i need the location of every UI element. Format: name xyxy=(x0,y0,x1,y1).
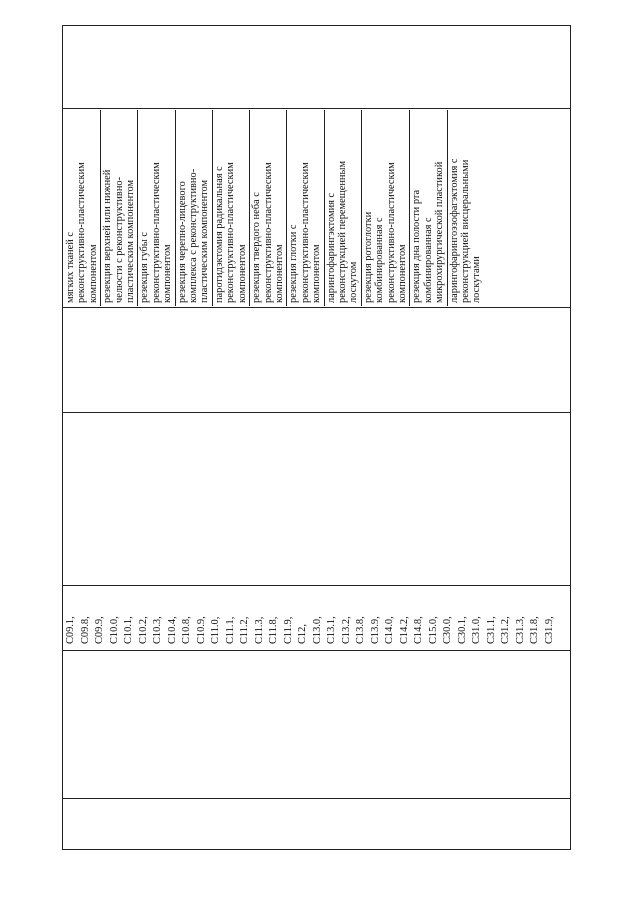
table-row xyxy=(250,110,287,306)
icd-code: C11.8, xyxy=(268,616,279,644)
icd-code: C10.3, xyxy=(152,616,163,644)
icd-code: C13.9, xyxy=(369,616,381,644)
icd-code: C10.9, xyxy=(195,616,207,644)
icd-code: C10.0, xyxy=(108,616,120,644)
icd-code: C11.0, xyxy=(210,616,221,644)
table-row xyxy=(410,110,447,306)
icd-code: C11.1, xyxy=(224,616,236,644)
operations-column xyxy=(64,110,571,306)
table-row xyxy=(101,110,138,306)
operation-text: резекция губы с реконструктивно-пластическим компонентом xyxy=(139,162,174,303)
icd-code: C11.9, xyxy=(282,616,294,644)
table-row xyxy=(287,110,324,306)
row-divider-3 xyxy=(62,412,571,413)
operation-text: паротидэктомия радикальная с реконструктивно-пластическим компонентом xyxy=(213,162,248,303)
row-divider-2 xyxy=(62,307,571,308)
icd-code: C10.8, xyxy=(181,616,192,644)
icd-code: C09.8, xyxy=(79,616,91,644)
operation-text: резекция твердого неба с реконструктивно-пластическим компонентом xyxy=(251,162,285,303)
icd-code: C11.2, xyxy=(239,616,250,644)
table-row xyxy=(64,110,101,306)
icd-code: C14.0, xyxy=(384,616,395,644)
row-divider-1 xyxy=(62,108,571,109)
icd-code: C31.2, xyxy=(500,616,511,644)
icd-code: C10.1, xyxy=(123,616,134,644)
operation-text: ларингофарингоэзофагэктомия с реконструкцией висцеральными лоскутами xyxy=(448,158,483,303)
row-divider-6 xyxy=(62,798,571,799)
codes-column xyxy=(64,586,569,648)
operation-text: резекция ротоглотки комбинированная с реконструктивно-пластическим компонентом xyxy=(362,162,408,303)
icd-code: C14.2, xyxy=(398,616,410,644)
icd-code: C09.1, xyxy=(65,616,76,644)
icd-code: C13.1, xyxy=(326,616,337,644)
table-row xyxy=(362,110,411,306)
icd-code: C09.9, xyxy=(94,616,105,644)
operation-text: мягких тканей с реконструктивно-пластическим компонентом xyxy=(65,162,99,303)
icd-code: C31.1, xyxy=(485,616,497,644)
operation-text: резекция черепно-лицевого комплекса с реконструктивно- пластическим компонентом xyxy=(176,168,211,303)
table-row xyxy=(138,110,175,306)
icd-code: C12, xyxy=(297,624,308,644)
icd-code: C13.2, xyxy=(340,616,352,644)
icd-code: C10.4, xyxy=(166,616,178,644)
row-divider-5 xyxy=(62,650,571,651)
icd-code: C31.0, xyxy=(471,616,482,644)
operation-text: резекция глотки с реконструктивно-пластическим компонентом xyxy=(288,162,323,303)
operation-text: ларингофарингэктомия с реконструкцией перемещенным лоскутом xyxy=(325,160,360,303)
operation-text: резекция верхней или нижней челюсти с реконструктивно- пластическим компонентом xyxy=(102,169,137,303)
icd-code: C31.3, xyxy=(514,616,526,644)
icd-code: C14.8, xyxy=(413,616,424,644)
icd-code: C13.8, xyxy=(355,616,366,644)
icd-code: C10.2, xyxy=(137,616,149,644)
icd-code: C31.8, xyxy=(529,616,540,644)
table-row xyxy=(176,110,213,306)
table-row xyxy=(213,110,250,306)
table-row xyxy=(325,110,362,306)
table-row xyxy=(448,110,484,306)
icd-code: C11.3, xyxy=(253,616,265,644)
icd-code: C13.0, xyxy=(311,616,323,644)
icd-code: C15.0, xyxy=(427,616,439,644)
icd-code: C31.9, xyxy=(543,616,555,644)
icd-code: C30.1, xyxy=(456,616,468,644)
operation-text: резекция дна полости рта комбинированная с микрохирургической пластикой xyxy=(411,161,446,303)
icd-code: C30.0, xyxy=(442,616,453,644)
